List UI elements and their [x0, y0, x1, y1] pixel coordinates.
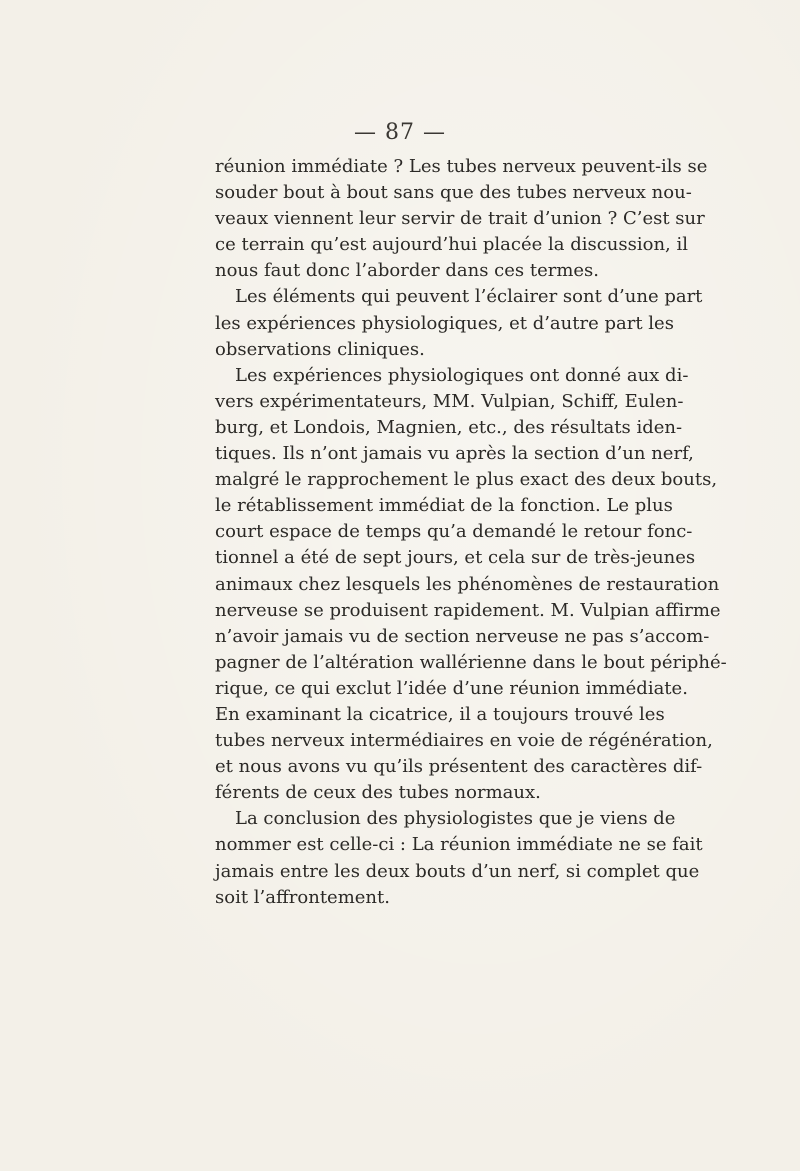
- text-line: réunion immédiate ? Les tubes nerveux peuvent-ils se: [215, 156, 708, 177]
- text-line: Les expériences physiologiques ont donné aux di-: [235, 364, 689, 386]
- text-line: burg, et Londois, Magnien, etc., des résultats iden-: [215, 416, 683, 438]
- body-text: [215, 154, 727, 911]
- text-line: tionnel a été de sept jours, et cela sur de très-jeunes: [215, 547, 696, 569]
- text-line: nerveuse se produisent rapidement. M. Vulpian affirme: [215, 599, 721, 621]
- text-line: et nous avons vu qu’ils présentent des caractères dif-: [215, 756, 703, 778]
- text-line: malgré le rapprochement le plus exact des deux bouts,: [215, 469, 718, 491]
- text-line: tiques. Ils n’ont jamais vu après la section d’un nerf,: [215, 443, 694, 465]
- text-line: le rétablissement immédiat de la fonction. Le plus: [215, 495, 673, 517]
- text-line: La conclusion des physiologistes que je viens de: [235, 808, 676, 830]
- text-line: férents de ceux des tubes normaux.: [215, 782, 541, 804]
- text-line: jamais entre les deux bouts d’un nerf, si complet que: [215, 860, 700, 882]
- text-line: tubes nerveux intermédiaires en voie de régénération,: [215, 730, 713, 752]
- text-line: nous faut donc l’aborder dans ces termes.: [215, 260, 600, 282]
- text-line: rique, ce qui exclut l’idée d’une réunion immédiate.: [215, 677, 688, 699]
- text-line: nommer est celle-ci : La réunion immédiate ne se fait: [215, 834, 703, 856]
- text-line: les expériences physiologiques, et d’autre part les: [215, 312, 674, 334]
- text-line: n’avoir jamais vu de section nerveuse ne pas s’accom-: [215, 625, 710, 647]
- text-line: En examinant la cicatrice, il a toujours trouvé les: [215, 703, 665, 725]
- text-line: souder bout à bout sans que des tubes nerveux nou-: [215, 182, 692, 204]
- text-line: observations cliniques.: [215, 338, 425, 360]
- text-line: court espace de temps qu’a demandé le retour fonc-: [215, 521, 693, 543]
- text-line: animaux chez lesquels les phénomènes de restauration: [215, 573, 720, 595]
- text-line: Les éléments qui peuvent l’éclairer sont d’une part: [235, 286, 703, 308]
- text-line: veaux viennent leur servir de trait d’union ? C’est sur: [215, 208, 705, 230]
- text-line: pagner de l’altération wallérienne dans le bout périphé-: [215, 651, 727, 673]
- text-line: soit l’affrontement.: [215, 886, 390, 908]
- page-number: — 87 —: [354, 120, 446, 145]
- text-line: ce terrain qu’est aujourd’hui placée la discussion, il: [215, 234, 689, 256]
- text-line: vers expérimentateurs, MM. Vulpian, Schiff, Eulen-: [215, 390, 684, 412]
